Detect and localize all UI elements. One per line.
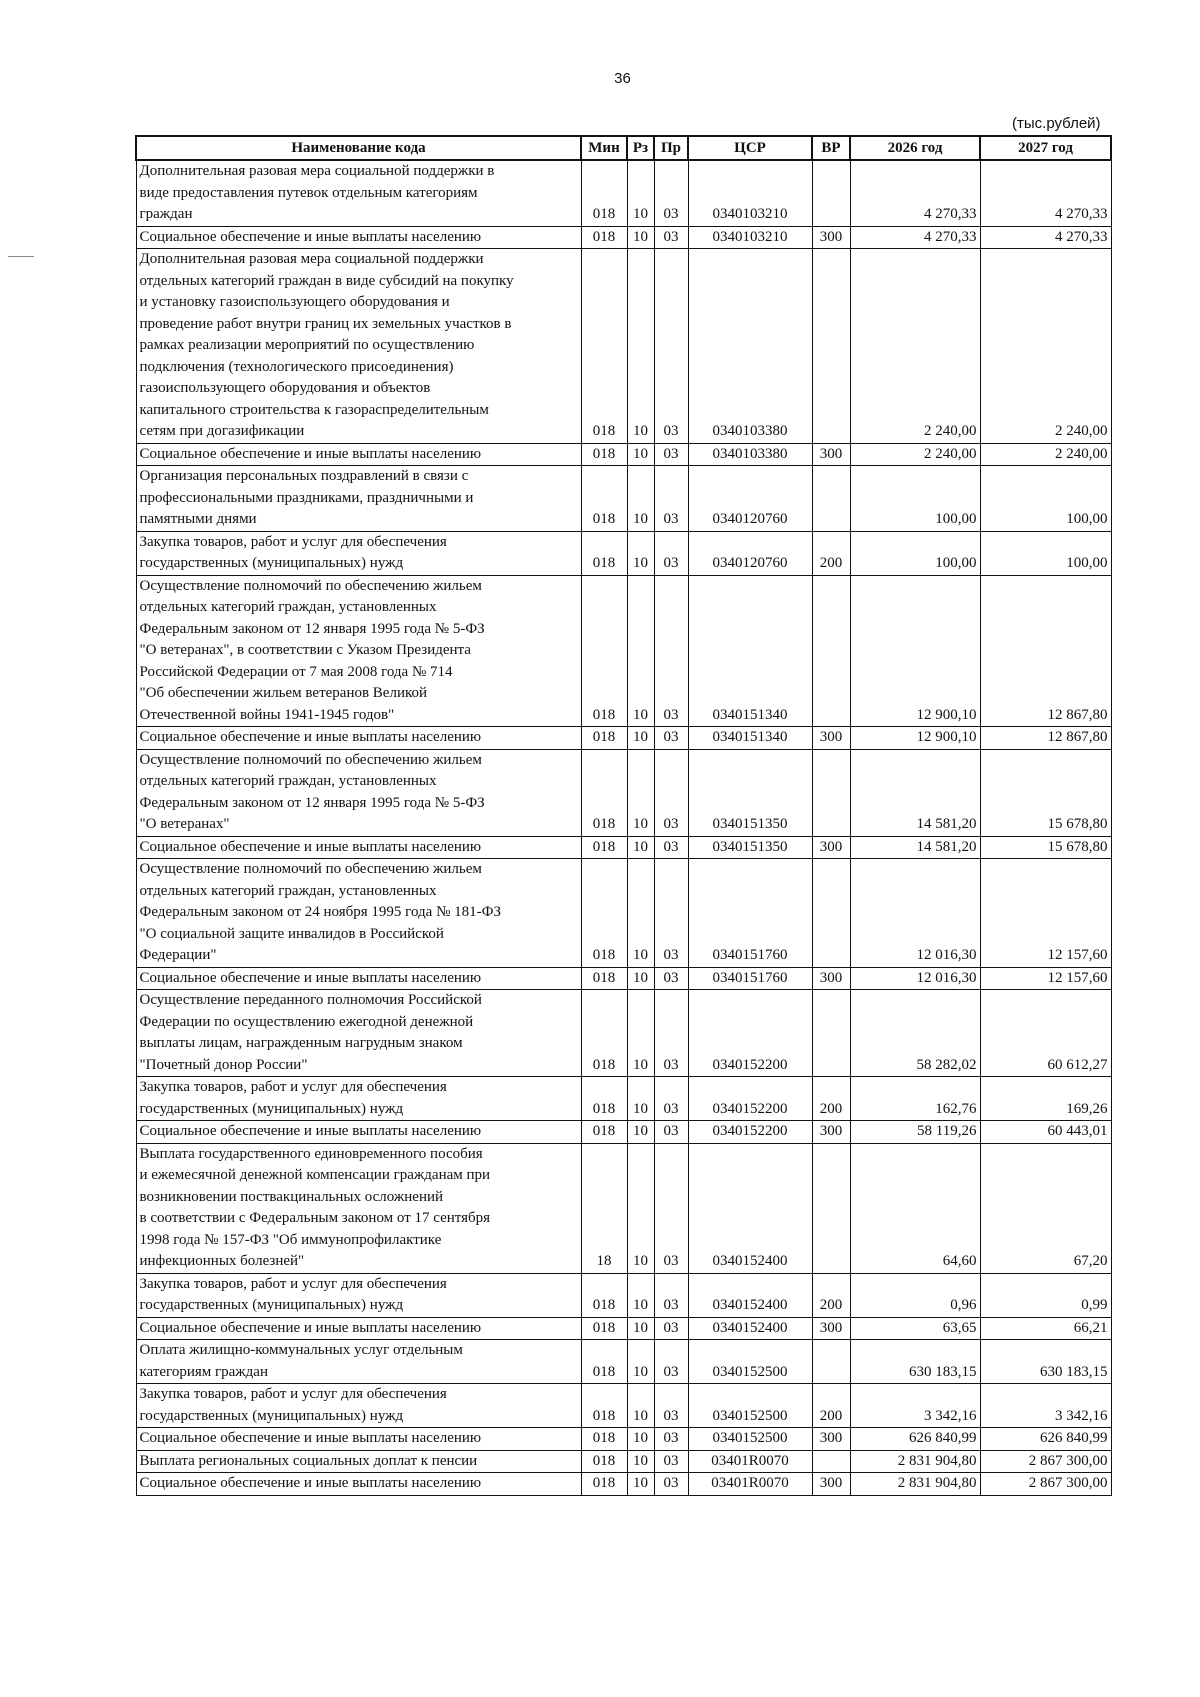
cell-vr: 300 — [812, 1428, 850, 1451]
cell-vr — [812, 1450, 850, 1473]
cell-min: 018 — [581, 1450, 627, 1473]
cell-2027: 626 840,99 — [980, 1428, 1111, 1451]
cell-name: Выплата региональных социальных доплат к пенсии — [136, 1450, 581, 1473]
cell-pr: 03 — [654, 249, 688, 444]
cell-vr — [812, 1143, 850, 1273]
cell-pr: 03 — [654, 160, 688, 226]
cell-2027: 4 270,33 — [980, 160, 1111, 226]
cell-2026: 58 282,02 — [850, 990, 980, 1077]
cell-min: 018 — [581, 1384, 627, 1428]
cell-2027: 169,26 — [980, 1077, 1111, 1121]
cell-2026: 4 270,33 — [850, 160, 980, 226]
cell-rz: 10 — [627, 466, 654, 532]
cell-vr — [812, 160, 850, 226]
cell-pr: 03 — [654, 531, 688, 575]
table-row — [136, 443, 1111, 466]
cell-2027: 100,00 — [980, 466, 1111, 532]
cell-csr: 0340103210 — [688, 226, 812, 249]
cell-pr: 03 — [654, 575, 688, 727]
cell-vr: 300 — [812, 443, 850, 466]
cell-2026: 12 900,10 — [850, 727, 980, 750]
margin-mark — [8, 256, 34, 257]
cell-2026: 626 840,99 — [850, 1428, 980, 1451]
cell-pr: 03 — [654, 1273, 688, 1317]
cell-min: 018 — [581, 226, 627, 249]
table-row — [136, 1450, 1111, 1473]
cell-vr — [812, 859, 850, 968]
table-row — [136, 1473, 1111, 1496]
cell-name: Социальное обеспечение и иные выплаты населению — [136, 1121, 581, 1144]
cell-vr: 200 — [812, 1077, 850, 1121]
table-row — [136, 1384, 1111, 1428]
cell-min: 018 — [581, 160, 627, 226]
cell-rz: 10 — [627, 575, 654, 727]
header-name: Наименование кода — [136, 136, 581, 160]
cell-min: 018 — [581, 1273, 627, 1317]
cell-pr: 03 — [654, 443, 688, 466]
cell-name: Дополнительная разовая мера социальной поддержки отдельных категорий граждан в виде субсидий на покупку и установку газоиспользующего оборудования и проведение работ внутри границ их земельных участков в рамках реализации мероприятий по осуществлению подключения (технологического присоединения) газоиспользующего оборудования и объектов капитального строительства к газораспределительным сетям при догазификации — [136, 249, 581, 444]
cell-csr: 0340152500 — [688, 1384, 812, 1428]
cell-pr: 03 — [654, 1384, 688, 1428]
cell-2027: 15 678,80 — [980, 749, 1111, 836]
cell-min: 018 — [581, 1473, 627, 1496]
table-header-row — [136, 136, 1111, 160]
cell-min: 018 — [581, 575, 627, 727]
cell-name: Социальное обеспечение и иные выплаты населению — [136, 967, 581, 990]
cell-2027: 15 678,80 — [980, 836, 1111, 859]
cell-vr: 300 — [812, 967, 850, 990]
cell-min: 018 — [581, 836, 627, 859]
table-row — [136, 859, 1111, 968]
cell-vr: 300 — [812, 836, 850, 859]
cell-rz: 10 — [627, 249, 654, 444]
cell-rz: 10 — [627, 749, 654, 836]
cell-csr: 0340151350 — [688, 749, 812, 836]
cell-name: Социальное обеспечение и иные выплаты населению — [136, 226, 581, 249]
cell-name: Социальное обеспечение и иные выплаты населению — [136, 1473, 581, 1496]
cell-min: 018 — [581, 967, 627, 990]
cell-2026: 630 183,15 — [850, 1340, 980, 1384]
cell-name: Осуществление полномочий по обеспечению жильем отдельных категорий граждан, установленных Федеральным законом от 12 января 1995 года № 5-ФЗ "О ветеранах", в соответствии с Указом Президента Российской Федерации от 7 мая 2008 года № 714 "Об обеспечении жильем ветеранов Великой Отечественной войны 1941-1945 годов" — [136, 575, 581, 727]
cell-pr: 03 — [654, 1317, 688, 1340]
header-min: Мин — [581, 136, 627, 160]
cell-name: Социальное обеспечение и иные выплаты населению — [136, 443, 581, 466]
cell-vr: 300 — [812, 226, 850, 249]
cell-rz: 10 — [627, 1143, 654, 1273]
budget-table — [135, 135, 1112, 1496]
cell-2027: 12 867,80 — [980, 727, 1111, 750]
cell-pr: 03 — [654, 1473, 688, 1496]
cell-rz: 10 — [627, 531, 654, 575]
table-row — [136, 749, 1111, 836]
cell-2026: 162,76 — [850, 1077, 980, 1121]
cell-min: 018 — [581, 859, 627, 968]
table-body — [136, 160, 1111, 1495]
cell-vr — [812, 249, 850, 444]
table-row — [136, 531, 1111, 575]
cell-pr: 03 — [654, 727, 688, 750]
cell-pr: 03 — [654, 967, 688, 990]
cell-2026: 58 119,26 — [850, 1121, 980, 1144]
cell-name: Выплата государственного единовременного пособия и ежемесячной денежной компенсации гражданам при возникновении поствакцинальных осложнений в соответствии с Федеральным законом от 17 сентября 1998 года № 157-ФЗ "Об иммунопрофилактике инфекционных болезней" — [136, 1143, 581, 1273]
cell-pr: 03 — [654, 836, 688, 859]
cell-name: Осуществление полномочий по обеспечению жильем отдельных категорий граждан, установленных Федеральным законом от 24 ноября 1995 года № 181-ФЗ "О социальной защите инвалидов в Российской Федерации" — [136, 859, 581, 968]
cell-2027: 100,00 — [980, 531, 1111, 575]
cell-name: Закупка товаров, работ и услуг для обеспечения государственных (муниципальных) нужд — [136, 1077, 581, 1121]
cell-pr: 03 — [654, 749, 688, 836]
cell-rz: 10 — [627, 1384, 654, 1428]
cell-2026: 0,96 — [850, 1273, 980, 1317]
table-row — [136, 836, 1111, 859]
cell-rz: 10 — [627, 443, 654, 466]
table-row — [136, 226, 1111, 249]
cell-name: Закупка товаров, работ и услуг для обеспечения государственных (муниципальных) нужд — [136, 1384, 581, 1428]
header-pr: Пр — [654, 136, 688, 160]
cell-min: 018 — [581, 1317, 627, 1340]
table-row — [136, 1317, 1111, 1340]
cell-2027: 12 867,80 — [980, 575, 1111, 727]
cell-name: Оплата жилищно-коммунальных услуг отдельным категориям граждан — [136, 1340, 581, 1384]
cell-vr: 200 — [812, 531, 850, 575]
cell-2026: 64,60 — [850, 1143, 980, 1273]
cell-2027: 630 183,15 — [980, 1340, 1111, 1384]
table-row — [136, 575, 1111, 727]
table-row — [136, 1428, 1111, 1451]
cell-rz: 10 — [627, 836, 654, 859]
cell-rz: 10 — [627, 1273, 654, 1317]
table-row — [136, 1340, 1111, 1384]
cell-2026: 100,00 — [850, 531, 980, 575]
cell-vr: 200 — [812, 1273, 850, 1317]
cell-2027: 4 270,33 — [980, 226, 1111, 249]
cell-vr: 300 — [812, 1317, 850, 1340]
cell-min: 018 — [581, 249, 627, 444]
table-row — [136, 1273, 1111, 1317]
cell-csr: 03401R0070 — [688, 1473, 812, 1496]
cell-2026: 14 581,20 — [850, 749, 980, 836]
cell-rz: 10 — [627, 1473, 654, 1496]
cell-2027: 60 443,01 — [980, 1121, 1111, 1144]
cell-2027: 60 612,27 — [980, 990, 1111, 1077]
cell-csr: 0340152400 — [688, 1273, 812, 1317]
cell-min: 018 — [581, 531, 627, 575]
cell-vr: 300 — [812, 727, 850, 750]
cell-vr — [812, 1340, 850, 1384]
cell-2027: 3 342,16 — [980, 1384, 1111, 1428]
cell-vr — [812, 749, 850, 836]
cell-2027: 12 157,60 — [980, 967, 1111, 990]
cell-min: 018 — [581, 727, 627, 750]
cell-name: Социальное обеспечение и иные выплаты населению — [136, 727, 581, 750]
cell-2026: 2 831 904,80 — [850, 1473, 980, 1496]
cell-csr: 0340152400 — [688, 1317, 812, 1340]
cell-2026: 2 240,00 — [850, 249, 980, 444]
cell-name: Закупка товаров, работ и услуг для обеспечения государственных (муниципальных) нужд — [136, 531, 581, 575]
table-row — [136, 1077, 1111, 1121]
cell-vr: 300 — [812, 1473, 850, 1496]
header-2026: 2026 год — [850, 136, 980, 160]
cell-pr: 03 — [654, 859, 688, 968]
cell-csr: 0340151350 — [688, 836, 812, 859]
cell-csr: 0340152200 — [688, 1077, 812, 1121]
cell-vr — [812, 575, 850, 727]
cell-csr: 0340152400 — [688, 1143, 812, 1273]
cell-csr: 0340120760 — [688, 531, 812, 575]
cell-pr: 03 — [654, 1450, 688, 1473]
cell-csr: 0340152500 — [688, 1340, 812, 1384]
cell-name: Дополнительная разовая мера социальной поддержки в виде предоставления путевок отдельным категориям граждан — [136, 160, 581, 226]
cell-csr: 0340151760 — [688, 967, 812, 990]
cell-csr: 0340151340 — [688, 575, 812, 727]
cell-name: Организация персональных поздравлений в связи с профессиональными праздниками, праздничными и памятными днями — [136, 466, 581, 532]
cell-2027: 67,20 — [980, 1143, 1111, 1273]
cell-csr: 0340103380 — [688, 249, 812, 444]
table-row — [136, 967, 1111, 990]
cell-min: 018 — [581, 1121, 627, 1144]
cell-name: Осуществление полномочий по обеспечению жильем отдельных категорий граждан, установленных Федеральным законом от 12 января 1995 года № 5-ФЗ "О ветеранах" — [136, 749, 581, 836]
cell-csr: 0340120760 — [688, 466, 812, 532]
cell-rz: 10 — [627, 990, 654, 1077]
cell-csr: 0340152200 — [688, 990, 812, 1077]
cell-rz: 10 — [627, 1340, 654, 1384]
header-csr: ЦСР — [688, 136, 812, 160]
cell-min: 018 — [581, 1340, 627, 1384]
cell-name: Социальное обеспечение и иные выплаты населению — [136, 836, 581, 859]
cell-2026: 2 240,00 — [850, 443, 980, 466]
cell-vr: 300 — [812, 1121, 850, 1144]
table-row — [136, 990, 1111, 1077]
table-row — [136, 160, 1111, 226]
cell-rz: 10 — [627, 1428, 654, 1451]
header-vr: ВР — [812, 136, 850, 160]
cell-2026: 100,00 — [850, 466, 980, 532]
header-2027: 2027 год — [980, 136, 1111, 160]
cell-csr: 0340152500 — [688, 1428, 812, 1451]
cell-vr — [812, 990, 850, 1077]
cell-rz: 10 — [627, 1121, 654, 1144]
cell-min: 018 — [581, 466, 627, 532]
table-row — [136, 1121, 1111, 1144]
cell-pr: 03 — [654, 1340, 688, 1384]
cell-name: Социальное обеспечение и иные выплаты населению — [136, 1317, 581, 1340]
cell-min: 018 — [581, 990, 627, 1077]
cell-2026: 63,65 — [850, 1317, 980, 1340]
cell-min: 018 — [581, 443, 627, 466]
cell-vr — [812, 466, 850, 532]
cell-name: Осуществление переданного полномочия Российской Федерации по осуществлению ежегодной денежной выплаты лицам, награжденным нагрудным знаком "Почетный донор России" — [136, 990, 581, 1077]
cell-rz: 10 — [627, 727, 654, 750]
table-row — [136, 466, 1111, 532]
cell-2026: 12 900,10 — [850, 575, 980, 727]
cell-min: 018 — [581, 1077, 627, 1121]
cell-2027: 66,21 — [980, 1317, 1111, 1340]
table-row — [136, 727, 1111, 750]
cell-rz: 10 — [627, 1317, 654, 1340]
cell-name: Социальное обеспечение и иные выплаты населению — [136, 1428, 581, 1451]
cell-pr: 03 — [654, 1077, 688, 1121]
cell-rz: 10 — [627, 226, 654, 249]
cell-name: Закупка товаров, работ и услуг для обеспечения государственных (муниципальных) нужд — [136, 1273, 581, 1317]
cell-pr: 03 — [654, 226, 688, 249]
cell-pr: 03 — [654, 1143, 688, 1273]
cell-rz: 10 — [627, 859, 654, 968]
cell-rz: 10 — [627, 1077, 654, 1121]
cell-pr: 03 — [654, 1121, 688, 1144]
cell-vr: 200 — [812, 1384, 850, 1428]
cell-rz: 10 — [627, 1450, 654, 1473]
cell-min: 018 — [581, 749, 627, 836]
cell-rz: 10 — [627, 967, 654, 990]
cell-2026: 3 342,16 — [850, 1384, 980, 1428]
cell-2027: 0,99 — [980, 1273, 1111, 1317]
cell-pr: 03 — [654, 990, 688, 1077]
cell-2026: 4 270,33 — [850, 226, 980, 249]
units-label: (тыс.рублей) — [1012, 115, 1101, 132]
cell-2027: 2 240,00 — [980, 249, 1111, 444]
cell-2027: 12 157,60 — [980, 859, 1111, 968]
cell-2027: 2 867 300,00 — [980, 1473, 1111, 1496]
cell-2026: 14 581,20 — [850, 836, 980, 859]
cell-csr: 0340151760 — [688, 859, 812, 968]
cell-csr: 03401R0070 — [688, 1450, 812, 1473]
cell-csr: 0340103380 — [688, 443, 812, 466]
cell-2027: 2 240,00 — [980, 443, 1111, 466]
page-number: 36 — [614, 70, 631, 87]
table-row — [136, 1143, 1111, 1273]
cell-2026: 12 016,30 — [850, 859, 980, 968]
cell-min: 18 — [581, 1143, 627, 1273]
cell-2026: 2 831 904,80 — [850, 1450, 980, 1473]
cell-min: 018 — [581, 1428, 627, 1451]
table-row — [136, 249, 1111, 444]
cell-2026: 12 016,30 — [850, 967, 980, 990]
cell-pr: 03 — [654, 1428, 688, 1451]
header-rz: Рз — [627, 136, 654, 160]
cell-2027: 2 867 300,00 — [980, 1450, 1111, 1473]
cell-csr: 0340152200 — [688, 1121, 812, 1144]
cell-csr: 0340151340 — [688, 727, 812, 750]
cell-csr: 0340103210 — [688, 160, 812, 226]
cell-pr: 03 — [654, 466, 688, 532]
cell-rz: 10 — [627, 160, 654, 226]
